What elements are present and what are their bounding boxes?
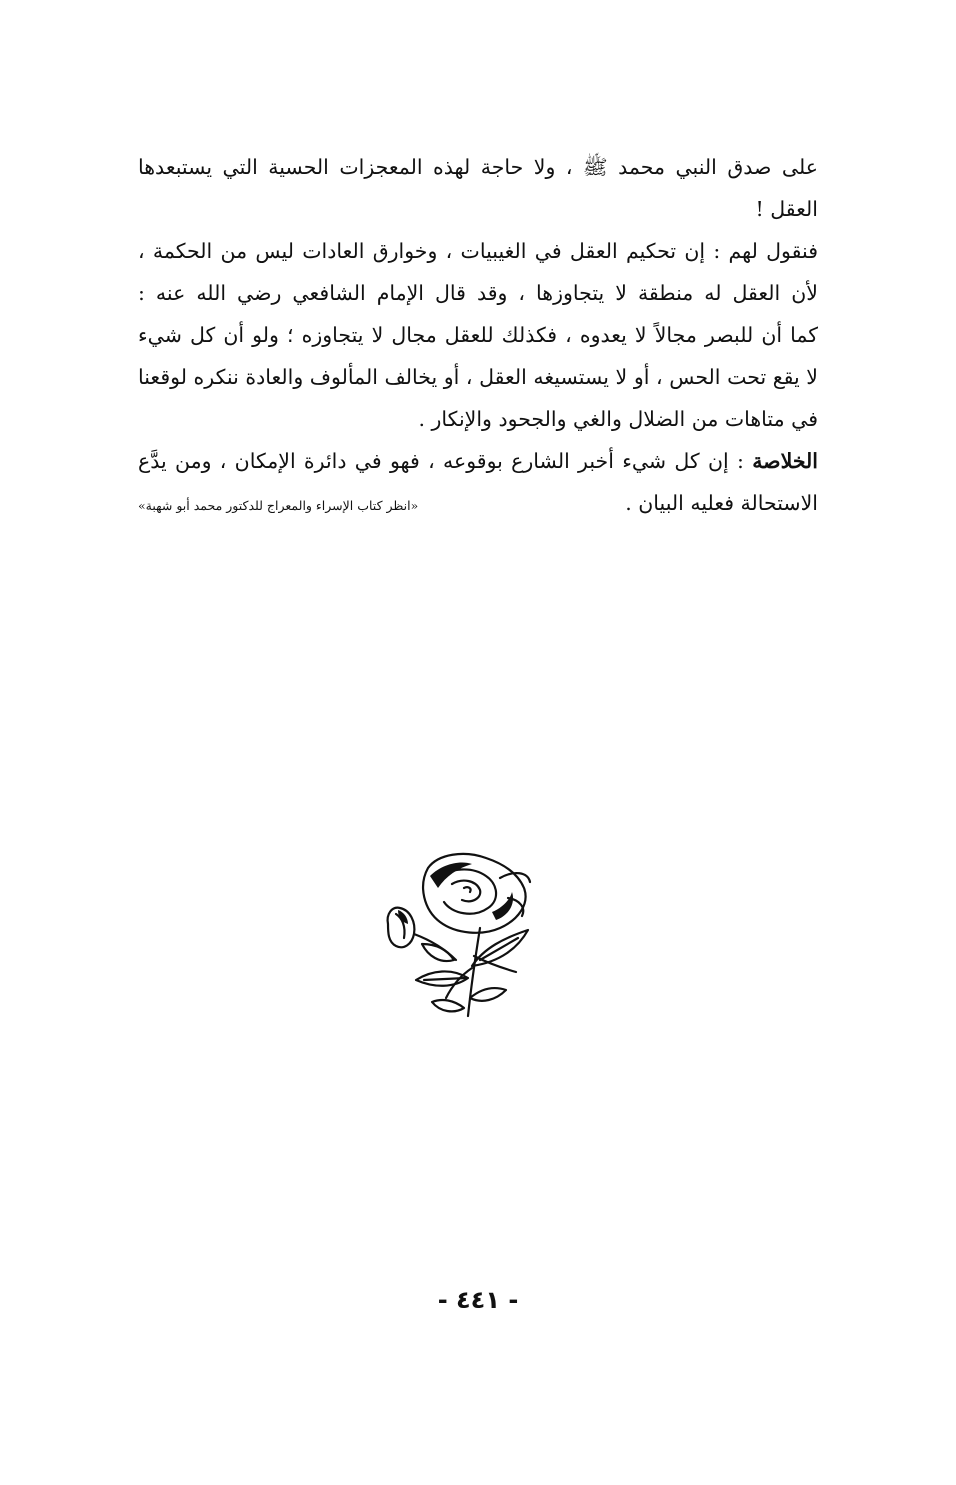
text-line-5: كما أن للبصر مجالاً لا يعدوه ، فكذلك للعقل مجال لا يتجاوزه ؛ ولو أن كل شيء [138, 323, 818, 347]
conclusion-last-line: الاستحالة فعليه البيان . [625, 491, 818, 515]
conclusion-label: الخلاصة [752, 449, 818, 473]
text-line-4: لأن العقل له منطقة لا يتجاوزها ، وقد قال الإمام الشافعي رضي الله عنه : [138, 281, 818, 305]
page-number: - ٤٤١ - [437, 1286, 519, 1314]
rose-ornament-icon [368, 848, 568, 1028]
conclusion-text: : إن كل شيء أخبر الشارع بوقوعه ، فهو في دائرة الإمكان ، ومن يدَّع [138, 449, 753, 473]
text-line-3: فنقول لهم : إن تحكيم العقل في الغيبيات ، وخوارق العادات ليس من الحكمة ، [138, 239, 818, 263]
main-text [138, 146, 818, 527]
text-line-6: لا يقع تحت الحس ، أو لا يستسيغه العقل ، أو يخالف المألوف والعادة ننكره لوقعنا [138, 365, 818, 389]
conclusion-last-row [138, 482, 818, 527]
text-line-7: في متاهات من الضلال والغي والجحود والإنكار . [418, 407, 818, 431]
text-line-1: على صدق النبي محمد ﷺ ، ولا حاجة لهذه المعجزات الحسية التي يستبعدها [138, 155, 818, 179]
conclusion-line [138, 440, 818, 482]
source-footnote: «انظر كتاب الإسراء والمعراج للدكتور محمد أبو شهبة» [138, 498, 419, 513]
text-line-2: العقل ! [755, 197, 818, 221]
